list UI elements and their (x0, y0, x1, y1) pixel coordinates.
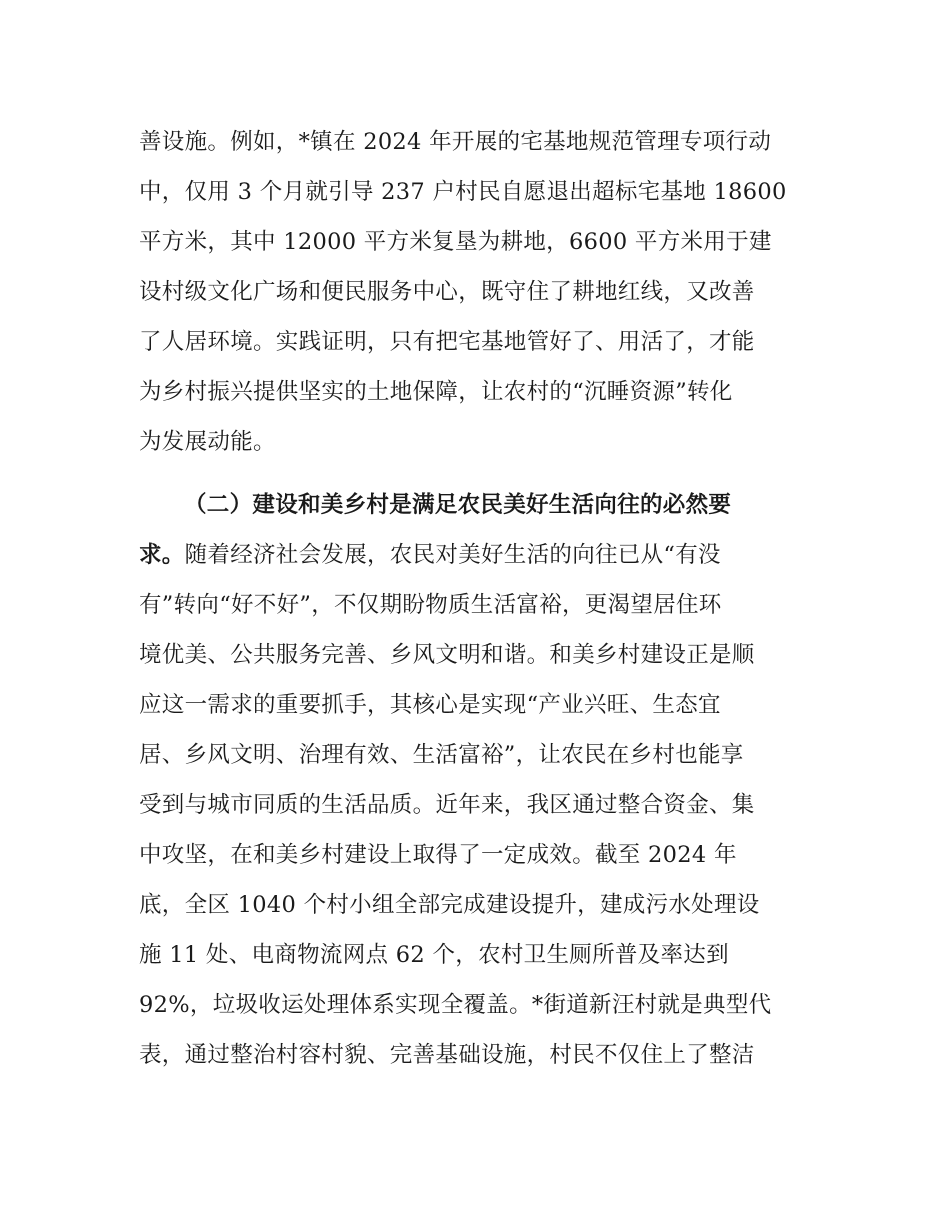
paragraph-1-line-3: 平方米，其中 12000 平方米复垦为耕地，6600 平方米用于建 (139, 229, 772, 255)
paragraph-2-line-6: 受到与城市同质的生活品质。近年来，我区通过整合资金、集 (139, 792, 755, 818)
paragraph-2-line-11: 表，通过整治村容村貌、完善基础设施，村民不仅住上了整洁 (139, 1042, 755, 1068)
paragraph-2-line-3: 境优美、公共服务完善、乡风文明和谐。和美乡村建设正是顺 (139, 642, 755, 668)
paragraph-2-line-5: 居、乡风文明、治理有效、生活富裕”，让农民在乡村也能享 (139, 742, 744, 768)
paragraph-2-line-9: 施 11 处、电商物流网点 62 个，农村卫生厕所普及率达到 (139, 942, 729, 968)
paragraph-1-line-5: 了人居环境。实践证明，只有把宅基地管好了、用活了，才能 (139, 329, 755, 355)
paragraph-1-line-7: 为发展动能。 (139, 429, 276, 455)
paragraph-1-line-4: 设村级文化广场和便民服务中心，既守住了耕地红线，又改善 (139, 279, 755, 305)
paragraph-2-line-8: 底，全区 1040 个村小组全部完成建设提升，建成污水处理设 (139, 892, 760, 918)
paragraph-1-line-6: 为乡村振兴提供坚实的土地保障，让农村的“沉睡资源”转化 (139, 379, 733, 405)
paragraph-1-line-2: 中，仅用 3 个月就引导 237 户村民自愿退出超标宅基地 18600 (139, 179, 787, 205)
paragraph-2-line-1-text: 随着经济社会发展，农民对美好生活的向往已从“有没 (184, 542, 721, 568)
section-heading-line-1: （二）建设和美乡村是满足农民美好生活向往的必然要 (184, 492, 732, 518)
paragraph-2-line-10: 92%，垃圾收运处理体系实现全覆盖。*街道新汪村就是典型代 (139, 992, 772, 1018)
paragraph-2-line-4: 应这一需求的重要抓手，其核心是实现“产业兴旺、生态宜 (139, 692, 721, 718)
paragraph-1-line-1: 善设施。例如，*镇在 2024 年开展的宅基地规范管理专项行动 (139, 129, 772, 155)
paragraph-2-line-2: 有”转向“好不好”，不仅期盼物质生活富裕，更渴望居住环 (139, 592, 722, 618)
paragraph-2-line-1 (139, 535, 819, 575)
paragraph-2-line-7: 中攻坚，在和美乡村建设上取得了一定成效。截至 2024 年 (139, 842, 737, 868)
section-heading-end: 求。 (139, 542, 185, 568)
